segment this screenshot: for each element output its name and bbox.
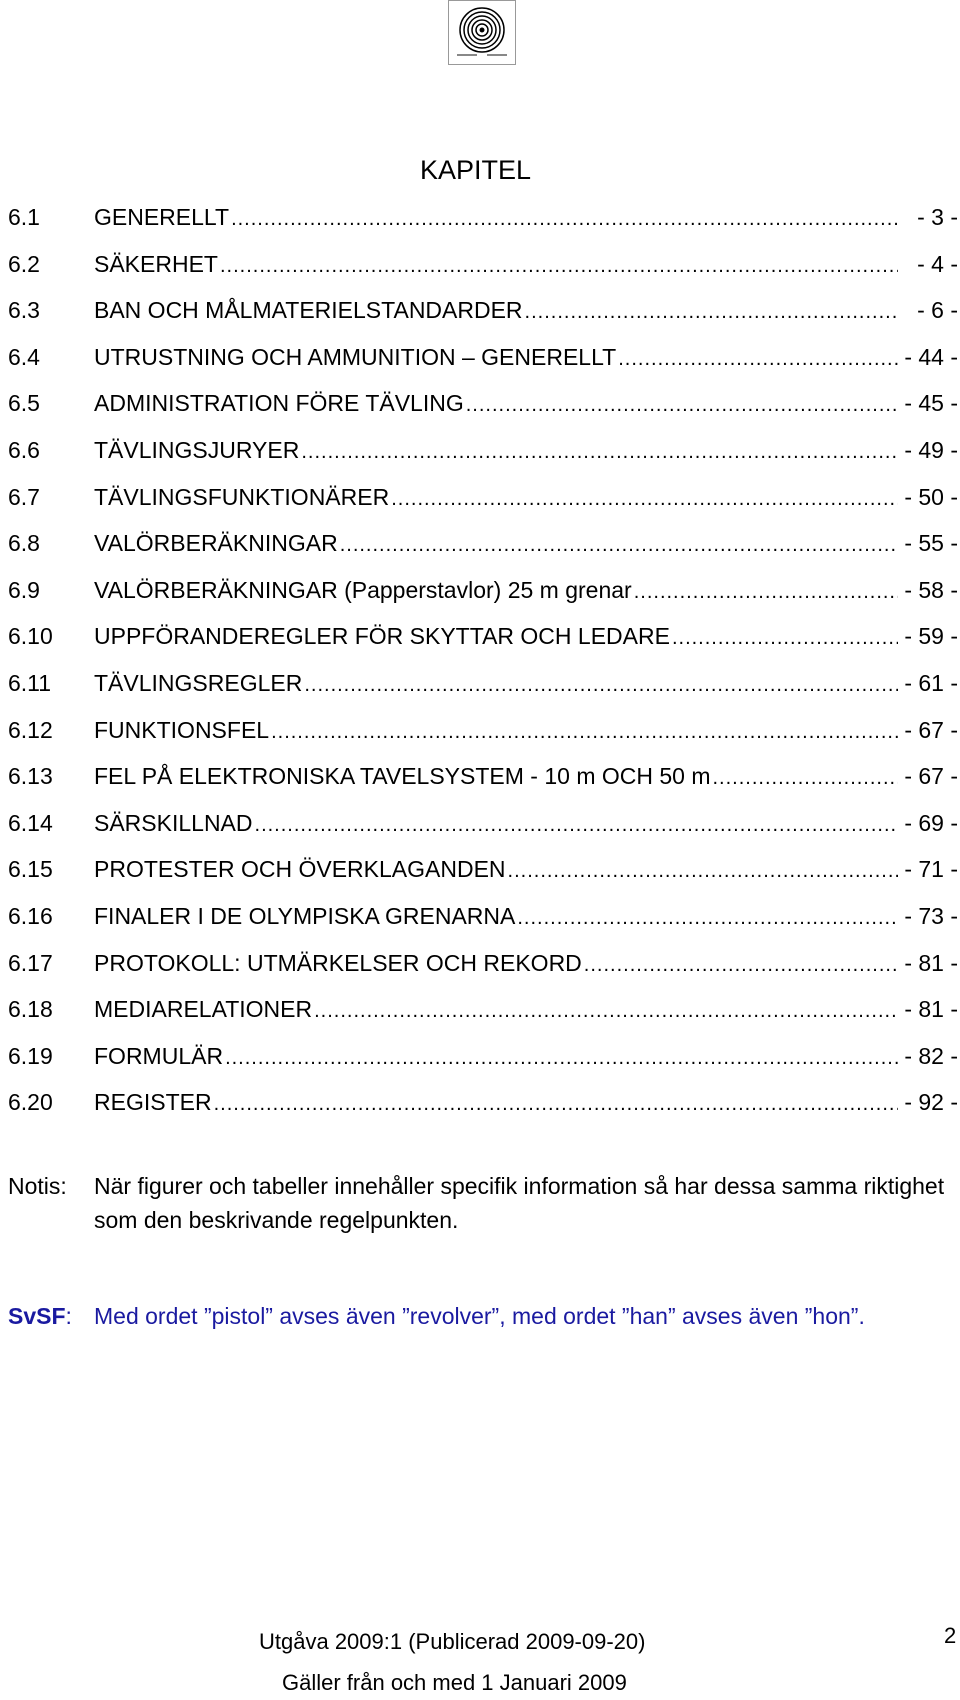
toc-entry-page: - 82 - [904,1043,958,1069]
svsf-label: SvSF [8,1303,66,1329]
toc-entry-number: 6.12 [8,717,53,743]
toc-entry-title: FEL PÅ ELEKTRONISKA TAVELSYSTEM - 10 m OCH 50 m [94,763,711,789]
toc-entry[interactable] [8,1087,958,1117]
toc-entry-page: - 81 - [904,950,958,976]
toc-entry-page: - 6 - [917,297,958,323]
toc-dot-leader [618,344,898,374]
toc-entry[interactable] [8,435,958,465]
toc-entry-number: 6.1 [8,204,40,230]
toc-dot-leader [271,717,898,747]
footer-edition: Utgåva 2009:1 (Publicerad 2009-09-20) [259,1629,646,1654]
toc-entry-number: 6.15 [8,856,53,882]
toc-entry-title: VALÖRBERÄKNINGAR (Papperstavlor) 25 m grenar [94,577,632,603]
toc-entry-number: 6.11 [8,670,52,696]
toc-entry[interactable] [8,621,958,651]
toc-dot-leader [525,297,898,327]
toc-entry[interactable] [8,948,958,978]
toc-entry-page: - 55 - [904,530,958,556]
toc-entry-number: 6.18 [8,996,53,1022]
toc-dot-leader [391,484,898,514]
toc-entry-page: - 73 - [904,903,958,929]
toc-entry-title: FORMULÄR [94,1043,224,1069]
toc-entry-number: 6.16 [8,903,53,929]
toc-entry-page: - 67 - [904,763,958,789]
notis-text: När figurer och tabeller innehåller specifik information så har dessa samma riktighet som den beskrivande regelpunkten. [94,1173,945,1233]
toc-entry-title: TÄVLINGSREGLER [94,670,303,696]
toc-entry-page: - 92 - [904,1089,958,1115]
toc-entry[interactable] [8,808,958,838]
toc-entry-number: 6.13 [8,763,53,789]
toc-entry[interactable] [8,575,958,605]
toc-entry-number: 6.9 [8,577,40,603]
toc-entry[interactable] [8,249,958,279]
toc-entry-page: - 59 - [904,623,958,649]
toc-dot-leader [231,204,898,234]
toc-entry-number: 6.5 [8,390,40,416]
target-icon [459,7,505,53]
toc-entry-number: 6.2 [8,251,40,277]
toc-dot-leader [220,251,898,281]
toc-entry[interactable] [8,202,958,232]
toc-entry-title: UPPFÖRANDEREGLER FÖR SKYTTAR OCH LEDARE [94,623,670,649]
toc-entry-page: - 58 - [904,577,958,603]
toc-entry[interactable] [8,388,958,418]
toc-entry-page: - 45 - [904,390,958,416]
svsf-colon: : [65,1303,72,1329]
toc-entry[interactable] [8,761,958,791]
toc-entry[interactable] [8,295,958,325]
toc-entry-page: - 69 - [904,810,958,836]
toc-entry[interactable] [8,715,958,745]
page-number: 2 [944,1623,957,1648]
toc-entry-title: FINALER I DE OLYMPISKA GRENARNA [94,903,516,929]
toc-entry[interactable] [8,1041,958,1071]
toc-entry-title: UTRUSTNING OCH AMMUNITION – GENERELLT [94,344,617,370]
toc-entry-page: - 71 - [904,856,958,882]
toc-entry-number: 6.4 [8,344,40,370]
toc-dot-leader [466,390,898,420]
toc-dot-leader [301,437,898,467]
toc-dot-leader [214,1089,898,1119]
toc-entry-number: 6.10 [8,623,53,649]
toc-entry-number: 6.17 [8,950,53,976]
toc-entry[interactable] [8,901,958,931]
toc-entry[interactable] [8,668,958,698]
toc-entry[interactable] [8,994,958,1024]
toc-dot-leader [304,670,898,700]
toc-entry-page: - 4 - [917,251,958,277]
toc-entry-title: GENERELLT [94,204,230,230]
toc-entry[interactable] [8,342,958,372]
chapter-title: KAPITEL [420,155,532,185]
toc-entry-page: - 81 - [904,996,958,1022]
toc-entry-page: - 49 - [904,437,958,463]
toc-entry-title: VALÖRBERÄKNINGAR [94,530,338,556]
toc-dot-leader [314,996,898,1026]
toc-dot-leader [634,577,898,607]
toc-entry[interactable] [8,482,958,512]
toc-entry-page: - 67 - [904,717,958,743]
svsf-label-group [8,1299,72,1333]
concentric-target-logo [448,0,516,65]
svsf-text: Med ordet ”pistol” avses även ”revolver”, med ordet ”han” avses även ”hon”. [94,1303,865,1329]
toc-entry[interactable] [8,854,958,884]
toc-dot-leader [672,623,898,653]
toc-entry-number: 6.6 [8,437,40,463]
notis-label: Notis: [8,1173,67,1199]
toc-dot-leader [255,810,898,840]
toc-entry-number: 6.3 [8,297,40,323]
footer-valid-from: Gäller från och med 1 Januari 2009 [282,1670,627,1695]
logo-caption-marks [457,52,507,58]
toc-entry-title: PROTOKOLL: UTMÄRKELSER OCH REKORD [94,950,582,976]
toc-entry-number: 6.19 [8,1043,53,1069]
toc-entry-title: BAN OCH MÅLMATERIELSTANDARDER [94,297,523,323]
toc-entry-title: ADMINISTRATION FÖRE TÄVLING [94,390,464,416]
toc-entry-page: - 61 - [904,670,958,696]
toc-entry-number: 6.8 [8,530,40,556]
toc-dot-leader [340,530,898,560]
toc-entry-page: - 50 - [904,484,958,510]
toc-entry-number: 6.20 [8,1089,53,1115]
toc-entry-title: FUNKTIONSFEL [94,717,270,743]
toc-entry-title: REGISTER [94,1089,212,1115]
toc-dot-leader [225,1043,898,1073]
toc-entry-number: 6.7 [8,484,40,510]
toc-entry-title: PROTESTER OCH ÖVERKLAGANDEN [94,856,506,882]
toc-entry[interactable] [8,528,958,558]
toc-entry-page: - 3 - [917,204,958,230]
toc-entry-title: MEDIARELATIONER [94,996,313,1022]
toc-entry-title: TÄVLINGSFUNKTIONÄRER [94,484,390,510]
toc-dot-leader [508,856,898,886]
toc-entry-page: - 44 - [904,344,958,370]
toc-entry-number: 6.14 [8,810,53,836]
toc-entry-title: SÄKERHET [94,251,218,277]
toc-dot-leader [584,950,898,980]
toc-dot-leader [517,903,898,933]
toc-dot-leader [713,763,899,793]
toc-entry-title: SÄRSKILLNAD [94,810,253,836]
toc-entry-title: TÄVLINGSJURYER [94,437,300,463]
